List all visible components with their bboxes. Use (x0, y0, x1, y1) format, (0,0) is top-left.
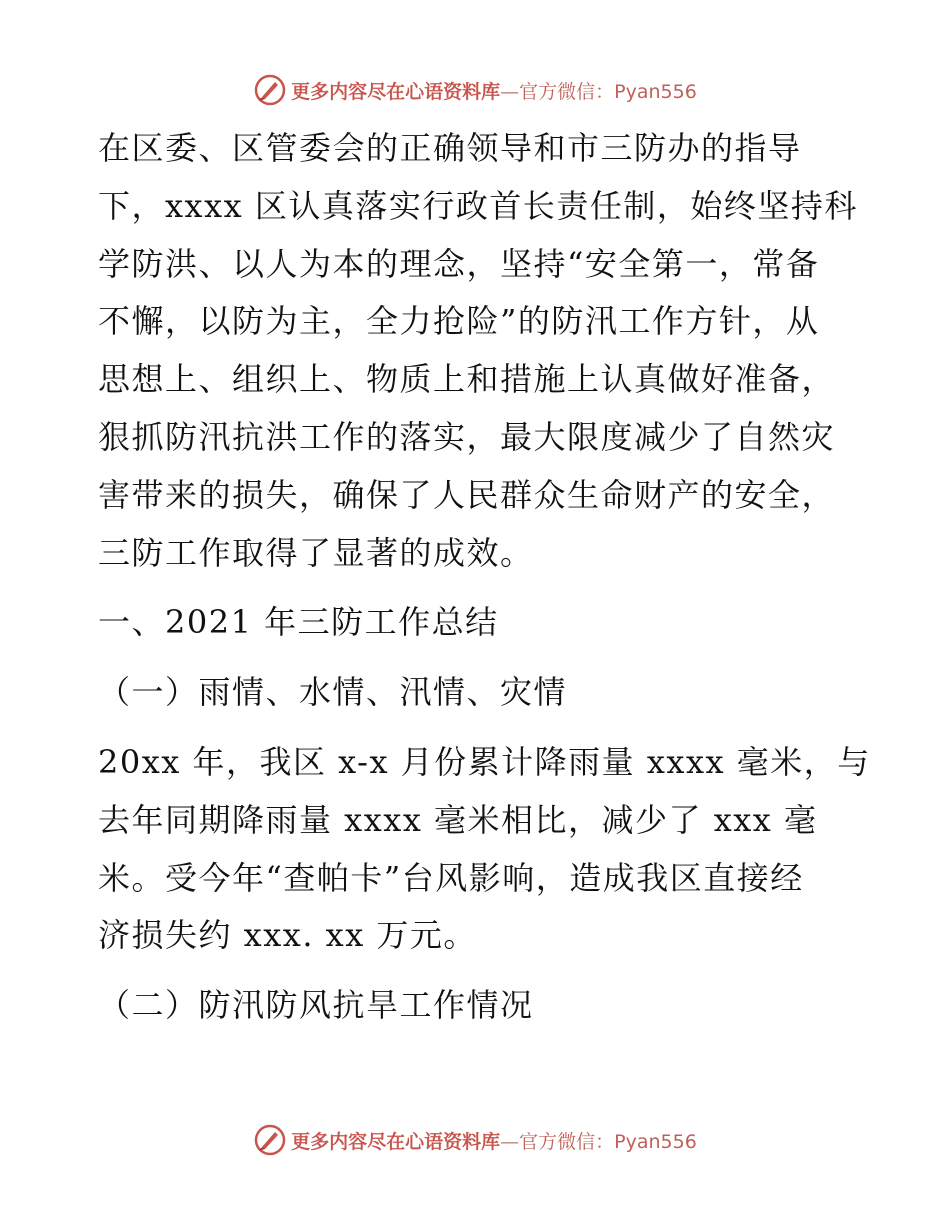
text-line: 学防洪、以人为本的理念，坚持“安全第一，常备 (98, 244, 820, 283)
section-heading-summary: 一、2021 年三防工作总结 (98, 603, 499, 642)
text-line: 在区委、区管委会的正确领导和市三防办的指导 (98, 129, 802, 167)
brush-logo-icon (253, 73, 287, 107)
text-line: 不懈，以防为主，全力抢险”的防汛工作方针，从 (98, 302, 820, 341)
subsection-heading-flood-control: （二）防汛防风抗旱工作情况 (98, 986, 534, 1025)
footer-watermark-banner (0, 1120, 950, 1160)
text-line: 害带来的损失，确保了人民群众生命财产的安全， (98, 475, 836, 514)
text-line: 思想上、组织上、物质上和措施上认真做好准备， (98, 360, 836, 399)
text-line: 20xx 年，我区 x-x 月份累计降雨量 xxxx 毫米，与 (98, 742, 871, 781)
subsection-heading-rain: （一）雨情、水情、汛情、灾情 (98, 673, 568, 712)
text-line: 去年同期降雨量 xxxx 毫米相比，减少了 xxx 毫 (98, 800, 818, 839)
text-line: 三防工作取得了显著的成效。 (98, 533, 534, 572)
text-line: 狠抓防汛抗洪工作的落实，最大限度减少了自然灾 (98, 417, 836, 456)
text-line: 济损失约 xxx. xx 万元。 (98, 916, 477, 955)
watermark-text: 更多内容尽在心语资料库—官方微信：Pyan556 (291, 1130, 697, 1153)
intro-paragraph (98, 120, 858, 582)
watermark-text: 更多内容尽在心语资料库—官方微信：Pyan556 (291, 80, 697, 103)
rainfall-paragraph (98, 734, 871, 965)
header-watermark-banner (0, 70, 950, 110)
text-line: 米。受今年“查帕卡”台风影响，造成我区直接经 (98, 858, 804, 897)
document-body (98, 120, 871, 1035)
brush-logo-icon (253, 1123, 287, 1157)
text-line: 下，xxxx 区认真落实行政首长责任制，始终坚持科 (98, 186, 858, 225)
